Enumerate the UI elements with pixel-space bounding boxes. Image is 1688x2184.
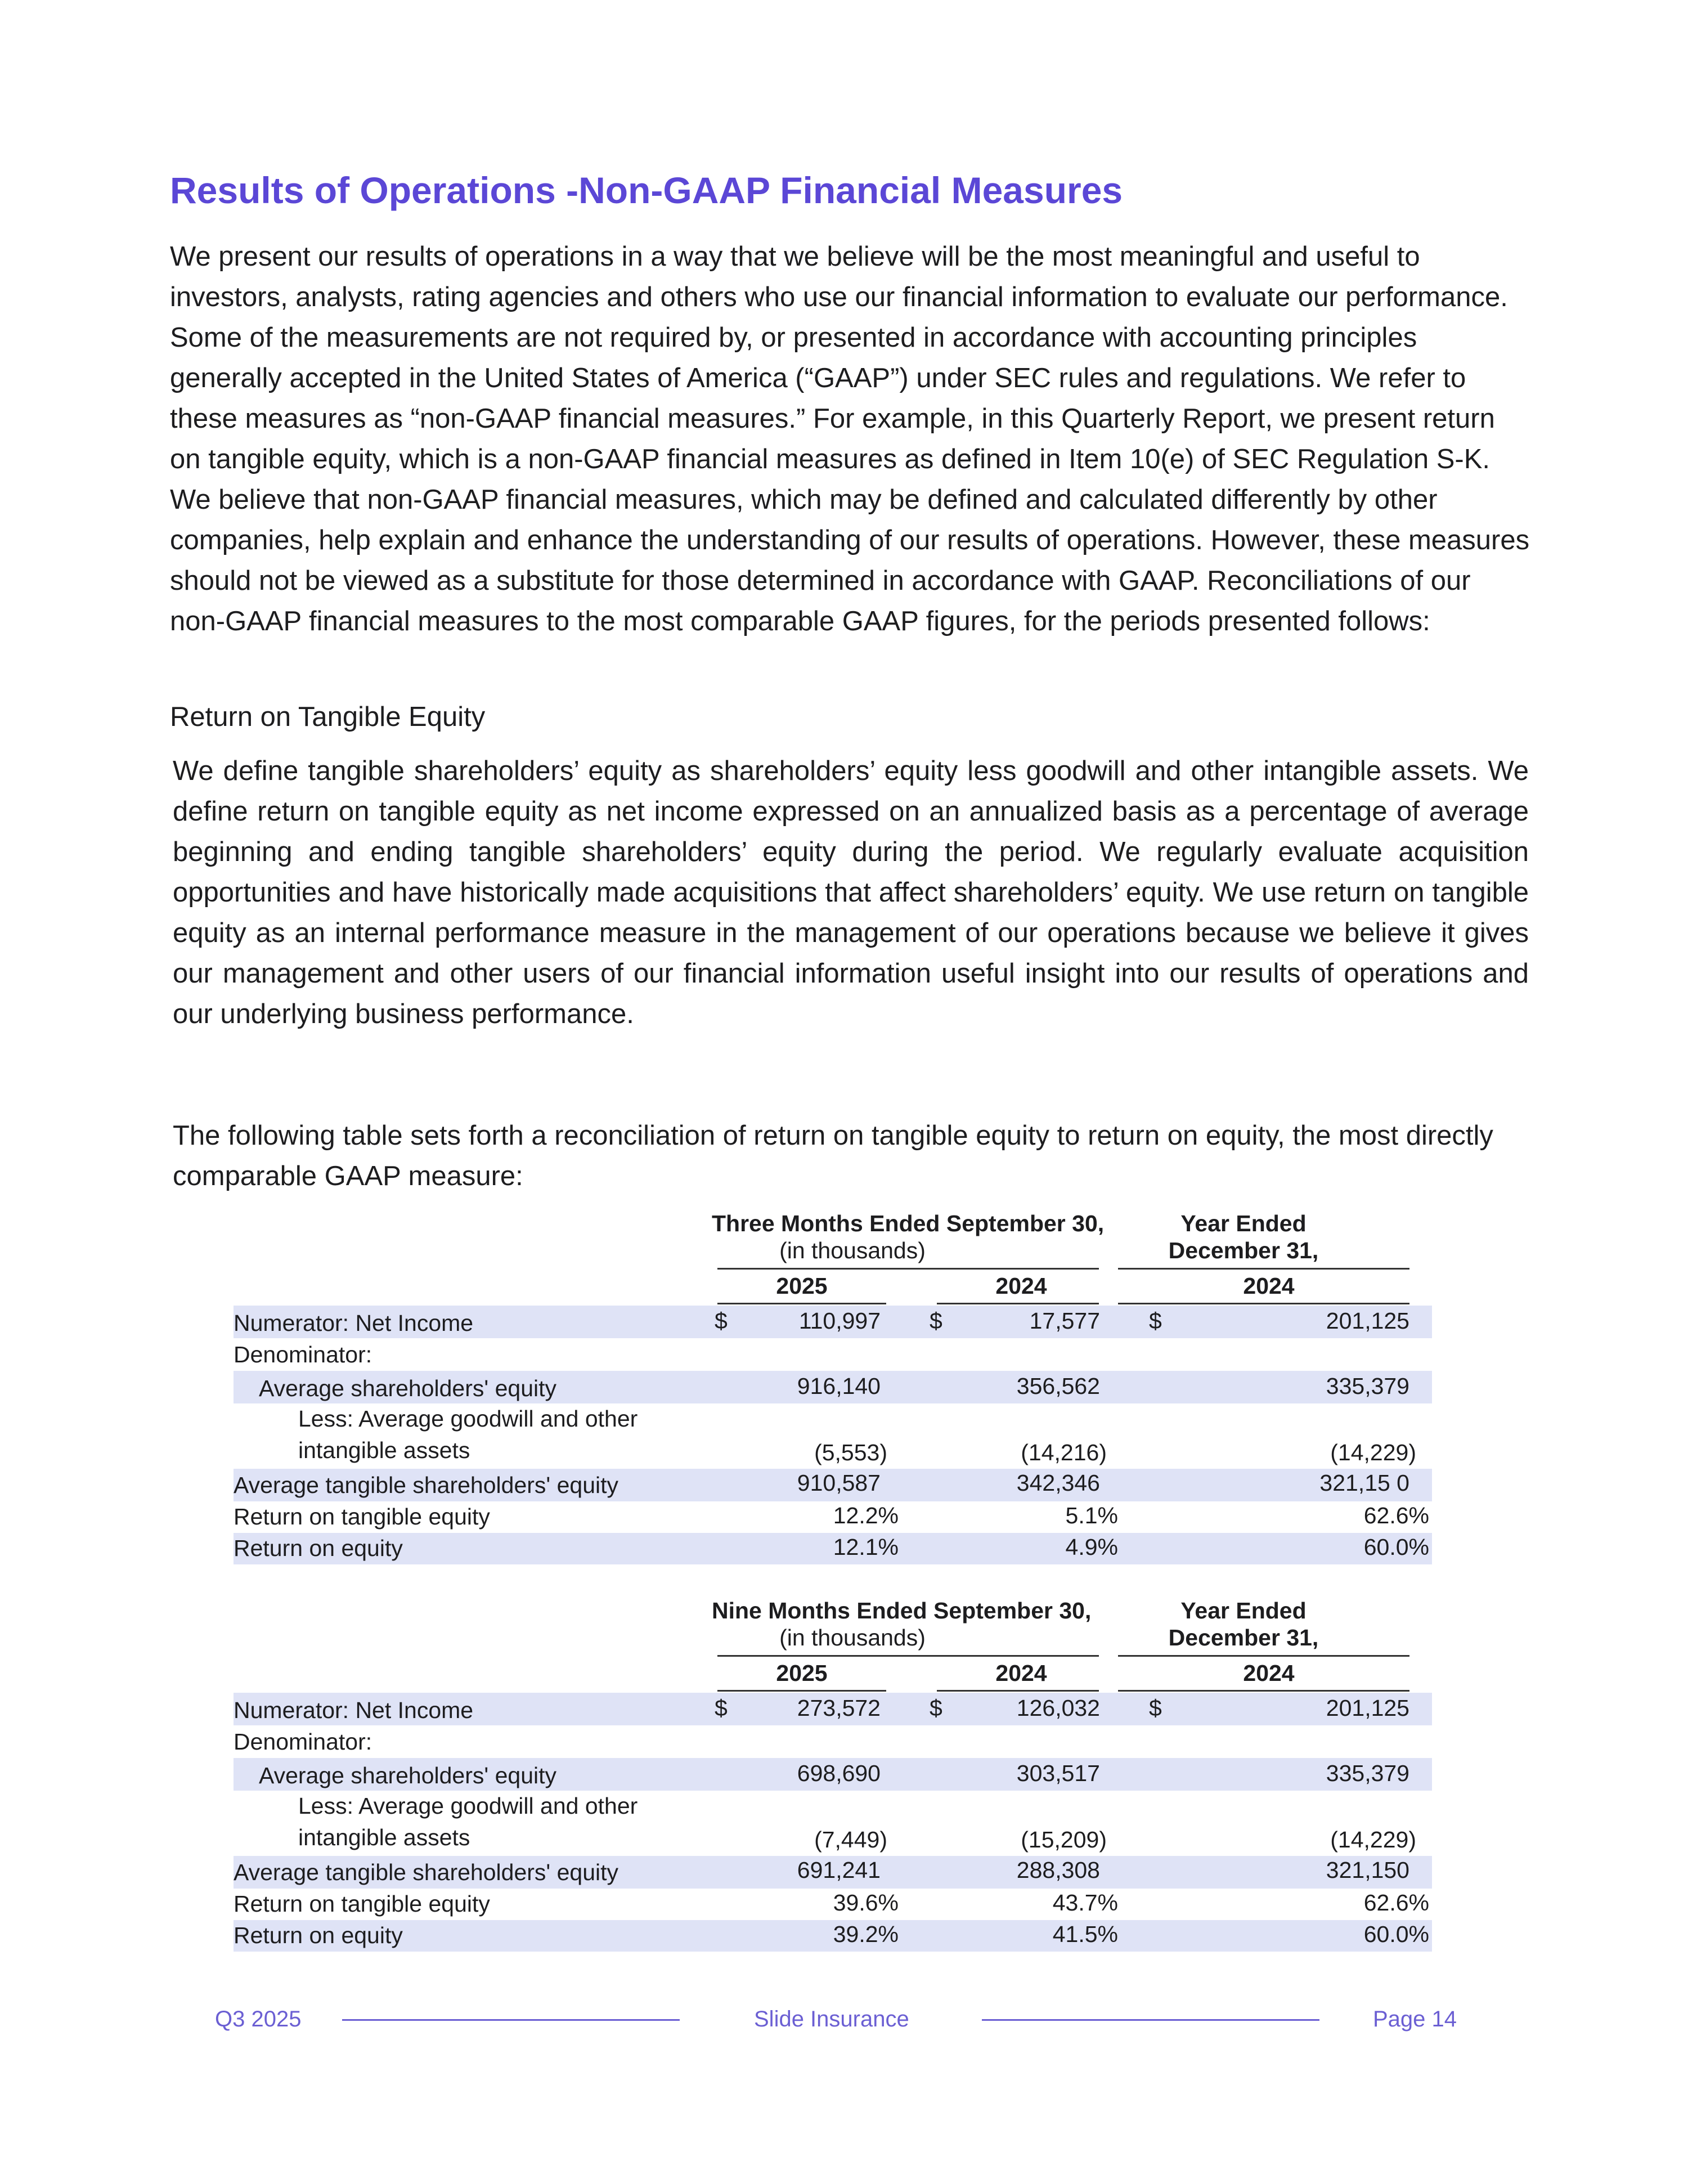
dollar-sign: $ <box>930 1695 942 1721</box>
cell-value: 335,379 <box>1326 1373 1409 1399</box>
cell-value: 698,690 <box>797 1760 881 1786</box>
cell-value: 12.1% <box>833 1534 899 1560</box>
cell-value: 321,150 <box>1326 1857 1409 1883</box>
table-row <box>234 1338 1432 1371</box>
cell-value: 62.6% <box>1363 1890 1429 1916</box>
row-label: Numerator: Net Income <box>234 1310 474 1336</box>
cell-value: 916,140 <box>797 1373 881 1399</box>
table-intro-paragraph: The following table sets forth a reconciliation of return on tangible equity to return on equity, the most directly comparable GAAP measure: <box>173 1120 1493 1191</box>
dollar-sign: $ <box>930 1308 942 1334</box>
row-label: Average tangible shareholders' equity <box>234 1859 619 1885</box>
definition-paragraph: We define tangible shareholders’ equity as shareholders’ equity less goodwill and other intangible assets. We define return on tangible equity as net income expressed on an annualized basis as a percentage of average beginning and ending tangible shareholders’ equity during the period. We regularly evaluate acquisition opportunities and have historically made acquisitions that affect shareholders’ equity. We use return on tangible equity as an internal performance measure in the management of our operations because we believe it gives our management and other users of our financial information useful insight into our results of operations and our underlying business performance. <box>173 756 1529 1029</box>
section-heading-rote: Return on Tangible Equity <box>170 702 486 732</box>
col-year-2025: 2025 <box>776 1660 828 1686</box>
rote-table-three-months <box>234 1210 1432 1570</box>
col-underline <box>717 1303 886 1304</box>
cell-value: 201,125 <box>1326 1695 1409 1721</box>
cell-value: 60.0% <box>1363 1534 1429 1560</box>
row-label: Less: Average goodwill and other <box>298 1406 638 1432</box>
row-label: Return on equity <box>234 1535 403 1561</box>
footer-company: Slide Insurance <box>754 2007 909 2031</box>
cell-value: 41.5% <box>1052 1921 1118 1947</box>
col-year-2024: 2024 <box>995 1273 1047 1299</box>
row-label: Return on tangible equity <box>234 1504 490 1530</box>
row-label: Less: Average goodwill and other <box>298 1793 638 1819</box>
table-row <box>234 1469 1432 1501</box>
cell-value: 12.2% <box>833 1503 899 1528</box>
cell-value: 43.7% <box>1052 1890 1118 1916</box>
footer-divider-left <box>342 2019 680 2021</box>
cell-value: (15,209) <box>1021 1827 1107 1853</box>
col-underline <box>937 1690 1099 1692</box>
table-row <box>234 1758 1432 1791</box>
cell-value: 342,346 <box>1016 1470 1100 1496</box>
table-row <box>234 1403 1432 1469</box>
col-year-2024: 2024 <box>995 1660 1047 1686</box>
table-row <box>234 1501 1432 1533</box>
col-year-2024-annual: 2024 <box>1243 1273 1295 1299</box>
cell-value: 60.0% <box>1363 1921 1429 1947</box>
cell-value: 691,241 <box>797 1857 881 1883</box>
table-row <box>234 1371 1432 1403</box>
col-year-2024-annual: 2024 <box>1243 1660 1295 1686</box>
cell-value: 335,379 <box>1326 1760 1409 1786</box>
year-ended-header: Year Ended December 31, <box>1168 1598 1319 1651</box>
cell-value: 356,562 <box>1016 1373 1100 1399</box>
table-row <box>234 1306 1432 1338</box>
col-underline <box>717 1690 886 1692</box>
table-row <box>234 1791 1432 1856</box>
cell-value: (14,229) <box>1330 1827 1416 1853</box>
table-row <box>234 1920 1432 1952</box>
col-underline <box>1118 1303 1409 1304</box>
table-row <box>234 1856 1432 1889</box>
cell-value: 321,15 0 <box>1319 1470 1409 1496</box>
dollar-sign: $ <box>715 1695 728 1721</box>
cell-value: 110,997 <box>798 1308 881 1334</box>
cell-value: 62.6% <box>1363 1503 1429 1528</box>
intro-paragraph: We present our results of operations in a way that we believe will be the most meaningful and useful to investors, analysts, rating agencies and others who use our financial information to evaluate our performance. Some of the measurements are not required by, or presented in accordance with accounting principles generally accepted in the United States of America (“GAAP”) under SEC rules and regulations. We refer to these measures as “non-GAAP financial measures.” For example, in this Quarterly Report, we present return on tangible equity, which is a non-GAAP financial measures as defined in Item 10(e) of SEC Regulation S-K. We believe that non-GAAP financial measures, which may be defined and calculated differently by other companies, help explain and enhance the understanding of our results of operations. However, these measures should not be viewed as a substitute for those determined in accordance with GAAP. Reconciliations of our non-GAAP financial measures to the most comparable GAAP figures, for the periods presented follows: <box>170 241 1530 636</box>
footer-divider-right <box>982 2019 1319 2021</box>
year-ended-underline <box>1118 1655 1409 1657</box>
period-header: Nine Months Ended September 30, (in thousands) <box>712 1598 1092 1651</box>
row-label: Denominator: <box>234 1342 372 1367</box>
cell-value: 273,572 <box>797 1695 881 1721</box>
col-year-2025: 2025 <box>776 1273 828 1299</box>
cell-value: 288,308 <box>1016 1857 1100 1883</box>
cell-value: (5,553) <box>814 1439 887 1465</box>
rote-table-nine-months <box>234 1597 1432 1957</box>
period-header: Three Months Ended September 30, (in thousands) <box>712 1210 1105 1263</box>
row-label: Average shareholders' equity <box>259 1375 557 1401</box>
year-ended-header: Year Ended December 31, <box>1168 1210 1319 1263</box>
dollar-sign: $ <box>715 1308 728 1334</box>
cell-value: 39.2% <box>833 1921 899 1947</box>
row-label: Denominator: <box>234 1729 372 1755</box>
cell-value: 126,032 <box>1016 1695 1100 1721</box>
cell-value: 303,517 <box>1016 1760 1100 1786</box>
year-ended-underline <box>1118 1268 1409 1270</box>
footer-quarter: Q3 2025 <box>215 2007 302 2031</box>
row-label: Return on tangible equity <box>234 1891 490 1917</box>
row-label: Average tangible shareholders' equity <box>234 1472 619 1498</box>
cell-value: 201,125 <box>1326 1308 1409 1334</box>
table-row <box>234 1533 1432 1564</box>
col-underline <box>1118 1690 1409 1692</box>
cell-value: (14,216) <box>1021 1439 1107 1465</box>
page-title: Results of Operations -Non-GAAP Financial Measures <box>170 169 1123 211</box>
dollar-sign: $ <box>1149 1695 1162 1721</box>
table-row <box>234 1693 1432 1725</box>
col-underline <box>937 1303 1099 1304</box>
table-row <box>234 1889 1432 1920</box>
period-underline <box>717 1268 1099 1270</box>
period-underline <box>717 1655 1099 1657</box>
row-label: Numerator: Net Income <box>234 1697 474 1723</box>
footer-page-number: Page 14 <box>1373 2007 1457 2031</box>
row-label: intangible assets <box>298 1824 470 1850</box>
cell-value: 910,587 <box>797 1470 881 1496</box>
cell-value: 5.1% <box>1065 1503 1118 1528</box>
row-label: Average shareholders' equity <box>259 1763 557 1788</box>
cell-value: 4.9% <box>1065 1534 1118 1560</box>
cell-value: (7,449) <box>814 1827 887 1853</box>
dollar-sign: $ <box>1149 1308 1162 1334</box>
row-label: Return on equity <box>234 1922 403 1948</box>
cell-value: (14,229) <box>1330 1439 1416 1465</box>
table-row <box>234 1725 1432 1758</box>
cell-value: 17,577 <box>1029 1308 1100 1334</box>
cell-value: 39.6% <box>833 1890 899 1916</box>
row-label: intangible assets <box>298 1437 470 1463</box>
